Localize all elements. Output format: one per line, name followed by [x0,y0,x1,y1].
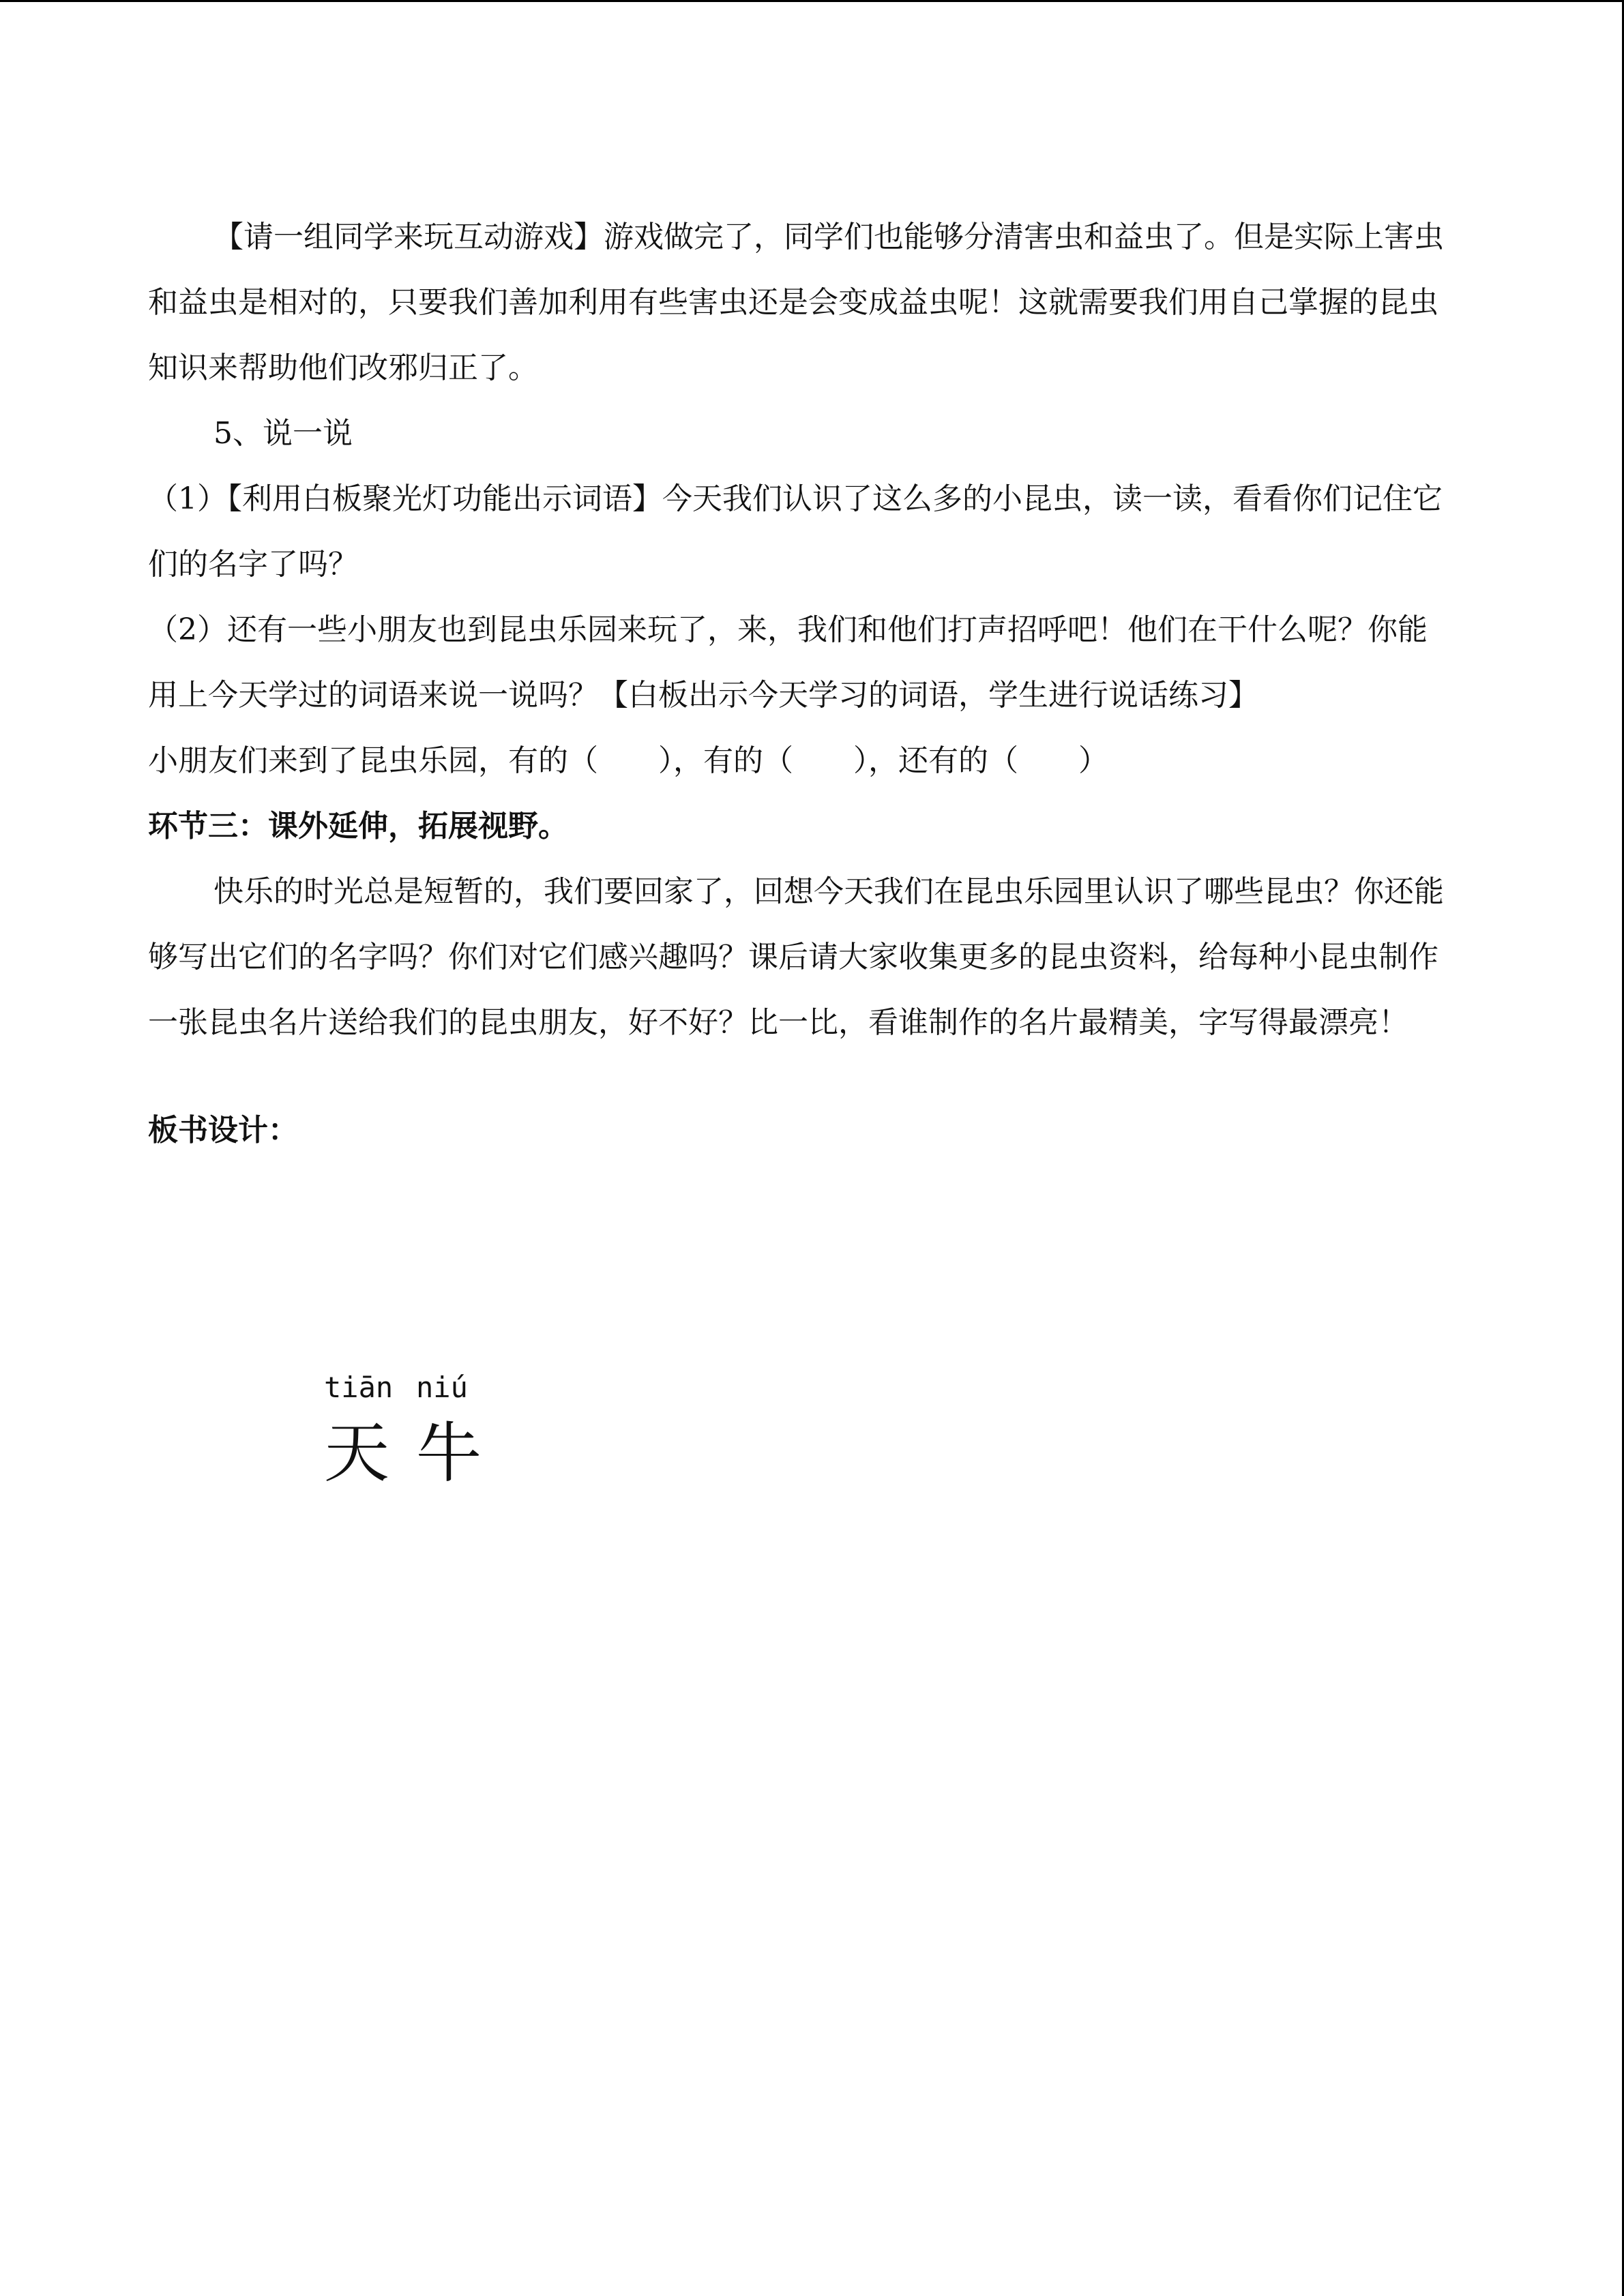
paragraph-item-1: （1）【利用白板聚光灯功能出示词语】今天我们认识了这么多的小昆虫，读一读，看看你们记住它们的名字了吗？ [148,481,1443,582]
section-heading-extension: 环节三：课外延伸，拓展视野。 [148,809,568,844]
board-design [324,1367,508,1494]
section-heading-speak: 5、说一说 [213,416,353,451]
page-border-top [0,0,1624,2]
hanzi-row [324,1412,508,1494]
spacer [148,1056,1447,1098]
pinyin-row [324,1367,508,1408]
paragraph-extension: 快乐的时光总是短暂的，我们要回家了，回想今天我们在昆虫乐园里认识了哪些昆虫？你还能够写出它们的名字吗？你们对它们感兴趣吗？课后请大家收集更多的昆虫资料，给每种小昆虫制作一张昆虫名片送给我们的昆虫朋友，好不好？比一比，看谁制作的名片最精美，字写得最漂亮！ [148,874,1444,1040]
pinyin-tian: tiān [324,1371,394,1404]
board-design-heading: 板书设计： [148,1113,298,1148]
hanzi-niu: 牛 [416,1415,482,1491]
hanzi-tian: 天 [324,1415,389,1491]
paragraph-game: 【请一组同学来玩互动游戏】游戏做完了，同学们也能够分清害虫和益虫了。但是实际上害虫和益虫是相对的，只要我们善加利用有些害虫还是会变成益虫呢！这就需要我们用自己掌握的昆虫知识来帮助他们改邪归正了。 [148,220,1444,385]
document-body [148,205,1447,1163]
paragraph-item-2: （2）还有一些小朋友也到昆虫乐园来玩了，来，我们和他们打声招呼吧！他们在干什么呢？你能用上今天学过的词语来说一说吗？【白板出示今天学习的词语，学生进行说话练习】 [148,612,1428,713]
paragraph-sentence-practice: 小朋友们来到了昆虫乐园，有的（ ），有的（ ），还有的（ ） [148,743,1108,778]
pinyin-niu: niú [416,1371,468,1404]
